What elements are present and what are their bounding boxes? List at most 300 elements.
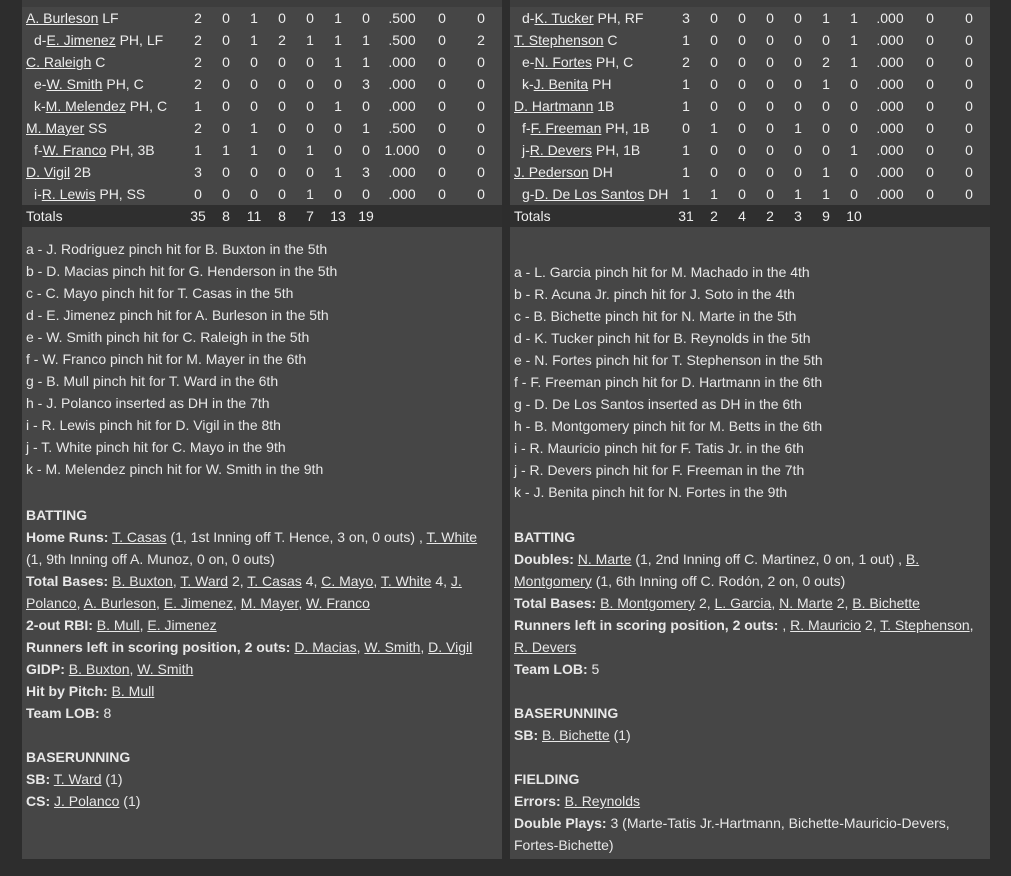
stat-cell: 0 [766, 98, 774, 114]
stat-cell: 0 [822, 120, 830, 136]
note-item: d - E. Jimenez pinch hit for A. Burleson in the 5th [26, 307, 329, 323]
stat-cell: 2 [194, 120, 202, 136]
player-position: C [95, 54, 106, 70]
stat-cell: 1 [306, 32, 314, 48]
player-position: PH, LF [119, 32, 164, 48]
player-position: SS [88, 120, 107, 136]
stat-cell: 0 [278, 142, 286, 158]
stat-cell: 0 [766, 54, 774, 70]
player-position: 1B [597, 98, 615, 114]
stat-cell: 0 [306, 164, 314, 180]
totals-cell: 2 [700, 205, 728, 227]
stat-cell: 3 [362, 76, 370, 92]
note-item: j - R. Devers pinch hit for F. Freeman in the 7th [514, 462, 805, 478]
player-cell [22, 161, 184, 183]
player-position: PH [592, 76, 612, 92]
gidp-label: GIDP: [26, 661, 65, 677]
player-link[interactable]: T. Ward [53, 771, 102, 787]
stat-cell: 1 [682, 98, 690, 114]
player-cell [510, 29, 672, 51]
player-link[interactable]: T. Casas [247, 573, 302, 589]
section-title: BATTING [26, 507, 88, 523]
risp-label: Runners left in scoring position, 2 outs: [514, 617, 779, 633]
player-link[interactable]: E. Jimenez [46, 32, 116, 48]
stat-cell: 0 [362, 142, 370, 158]
stat-cell: 0 [278, 120, 286, 136]
stat-cell: .500 [388, 10, 416, 26]
player-cell [510, 183, 672, 205]
table-row [510, 51, 990, 73]
stat-cell: 0 [477, 54, 485, 70]
stat-cell: 3 [682, 10, 690, 26]
player-position: PH, 1B [595, 142, 641, 158]
stat-cell: 0 [926, 142, 934, 158]
player-link[interactable]: R. Devers [514, 639, 577, 655]
stat-cell: 0 [278, 164, 286, 180]
player-link[interactable]: T. Stephenson [514, 32, 604, 48]
stat-cell: 1 [710, 186, 718, 202]
stat-cell: 0 [222, 164, 230, 180]
stat-cell: 0 [362, 98, 370, 114]
stat-cell: 0 [738, 120, 746, 136]
player-link[interactable]: D. Macias [294, 639, 357, 655]
player-cell [22, 117, 184, 139]
stat-cell: 2 [477, 32, 485, 48]
stat-cell: 0 [362, 186, 370, 202]
stat-cell: 2 [194, 76, 202, 92]
stat-cell: 0 [278, 186, 286, 202]
sub-prefix: d- [34, 32, 47, 48]
player-link[interactable]: B. Buxton [112, 573, 173, 589]
player-cell [22, 29, 184, 51]
player-link[interactable]: B. Bichette [542, 727, 610, 743]
double-detail: (1, 6th Inning off C. Rodón, 2 on, 0 outs) [595, 573, 846, 589]
stat-cell: 0 [850, 120, 858, 136]
stat-cell: 0 [682, 120, 690, 136]
stat-cell: 0 [794, 98, 802, 114]
stat-cell: 0 [794, 32, 802, 48]
stat-cell: 0 [926, 186, 934, 202]
player-link[interactable]: T. Ward [180, 573, 229, 589]
total-bases-line: Total Bases: B. Buxton, T. Ward 2, T. Casas 4, C. Mayo, T. White 4, J. Polanco, A. Burleson, E. Jimenez, M. Mayer, W. Franco [26, 573, 462, 611]
totals-row [510, 205, 990, 227]
errors-line [514, 790, 982, 812]
stat-cell: 0 [710, 164, 718, 180]
total-bases-line: Total Bases: B. Montgomery 2, L. Garcia, N. Marte 2, B. Bichette [514, 595, 920, 611]
player-cell [510, 161, 672, 183]
batting-table [510, 7, 990, 227]
stat-cell: 1 [250, 32, 258, 48]
stat-cell: 0 [766, 32, 774, 48]
totals-cell: 8 [268, 205, 296, 227]
stat-cell: 0 [250, 54, 258, 70]
count: (1) [613, 727, 631, 743]
stat-cell: 0 [965, 164, 973, 180]
sb-line [26, 768, 494, 790]
note-item: g - D. De Los Santos inserted as DH in the 6th [514, 396, 802, 412]
stat-cell: 0 [438, 120, 446, 136]
totals-row [22, 205, 502, 227]
stat-cell: .000 [388, 54, 416, 70]
stat-cell: .500 [388, 120, 416, 136]
sub-prefix: k- [34, 98, 46, 114]
note-item: e - W. Smith pinch hit for C. Raleigh in the 5th [26, 329, 310, 345]
stat-cell: 3 [194, 164, 202, 180]
stat-cell: 0 [334, 76, 342, 92]
stat-cell: .000 [388, 164, 416, 180]
player-link[interactable]: M. Mayer [240, 595, 299, 611]
count: 2 [231, 573, 240, 589]
double-plays-value: 3 (Marte-Tatis Jr.-Hartmann, Bichette-Mauricio-Devers, Fortes-Bichette) [514, 815, 950, 853]
stat-cell: 1.000 [384, 142, 420, 158]
stat-cell: 0 [850, 98, 858, 114]
player-link[interactable]: J. Benita [533, 76, 589, 92]
stat-cell: 0 [222, 76, 230, 92]
stat-cell: 0 [250, 164, 258, 180]
player-position: PH, C [106, 76, 144, 92]
player-link[interactable]: B. Mull [96, 617, 140, 633]
sub-prefix: k- [522, 76, 534, 92]
stat-cell: .000 [876, 186, 904, 202]
player-link[interactable]: M. Melendez [45, 98, 126, 114]
stat-cell: 0 [965, 54, 973, 70]
stat-cell: 1 [334, 54, 342, 70]
stat-cell: 0 [438, 186, 446, 202]
player-link[interactable]: J. Pederson [514, 164, 589, 180]
totals-cell [424, 205, 460, 227]
stat-cell: 1 [822, 76, 830, 92]
player-link[interactable]: R. Mauricio [790, 617, 861, 633]
table-row [510, 73, 990, 95]
stat-cell: 0 [438, 54, 446, 70]
stat-cell: 0 [926, 120, 934, 136]
two-out-rbi-label: 2-out RBI: [26, 617, 93, 633]
player-link[interactable]: N. Fortes [534, 54, 593, 70]
batting-section [514, 526, 982, 856]
team-lob-line [26, 702, 494, 724]
player-link[interactable]: B. Bichette [852, 595, 920, 611]
stat-cell: 0 [738, 142, 746, 158]
table-row [22, 29, 502, 51]
totals-cell: 35 [184, 205, 212, 227]
stat-cell: 0 [477, 76, 485, 92]
stat-cell: 0 [850, 76, 858, 92]
stat-cell: 0 [794, 76, 802, 92]
stat-cell: 1 [794, 120, 802, 136]
player-cell [510, 7, 672, 29]
stat-cell: 1 [250, 120, 258, 136]
player-cell [510, 117, 672, 139]
stat-cell: 0 [477, 120, 485, 136]
note-item: e - N. Fortes pinch hit for T. Stephenson in the 5th [514, 352, 823, 368]
table-row [22, 183, 502, 205]
stat-cell: 0 [965, 32, 973, 48]
stat-cell: 0 [194, 186, 202, 202]
home-runs-label: Home Runs: [26, 529, 109, 545]
stat-cell: 1 [222, 142, 230, 158]
player-link[interactable]: A. Burleson [26, 10, 99, 26]
section-title: BATTING [514, 529, 576, 545]
sub-prefix: e- [34, 76, 47, 92]
stat-cell: 1 [682, 164, 690, 180]
stat-cell: .000 [388, 98, 416, 114]
totals-label: Totals [510, 205, 672, 227]
totals-cell [868, 205, 912, 227]
hbp-line [26, 680, 494, 702]
stat-cell: 0 [278, 10, 286, 26]
table-row [22, 73, 502, 95]
player-cell [510, 139, 672, 161]
stat-cell: 0 [362, 10, 370, 26]
stat-cell: 0 [850, 164, 858, 180]
player-link[interactable]: T. White [426, 529, 478, 545]
stat-cell: 1 [682, 142, 690, 158]
substitution-notes [514, 261, 984, 503]
player-link[interactable]: B. Reynolds [564, 793, 641, 809]
player-link[interactable]: D. Vigil [428, 639, 473, 655]
stat-cell: 0 [306, 54, 314, 70]
player-link[interactable]: L. Garcia [714, 595, 772, 611]
stat-cell: 0 [306, 10, 314, 26]
player-link[interactable]: T. Stephenson [880, 617, 970, 633]
errors-label: Errors: [514, 793, 561, 809]
stat-cell: 0 [477, 142, 485, 158]
stat-cell: 1 [362, 32, 370, 48]
stat-cell: 2 [194, 10, 202, 26]
sub-prefix: j- [522, 142, 530, 158]
stat-cell: 0 [222, 32, 230, 48]
batting-table [22, 7, 502, 227]
player-link[interactable]: W. Smith [364, 639, 421, 655]
stat-cell: .000 [876, 32, 904, 48]
player-link[interactable]: W. Franco [306, 595, 370, 611]
player-link[interactable]: R. Lewis [41, 186, 96, 202]
stat-cell: 1 [822, 10, 830, 26]
stat-cell: 0 [477, 98, 485, 114]
sub-prefix: f- [522, 120, 531, 136]
risp-line: Runners left in scoring position, 2 outs: D. Macias, W. Smith, D. Vigil [26, 639, 473, 655]
note-item: h - J. Polanco inserted as DH in the 7th [26, 395, 270, 411]
two-out-rbi-line: 2-out RBI: B. Mull, E. Jimenez [26, 617, 217, 633]
stat-cell: 1 [850, 54, 858, 70]
stat-cell: 2 [194, 54, 202, 70]
player-link[interactable]: N. Marte [779, 595, 833, 611]
stat-cell: 0 [222, 120, 230, 136]
risp-line: Runners left in scoring position, 2 outs: , R. Mauricio 2, T. Stephenson, R. Devers [514, 617, 974, 655]
note-item: i - R. Mauricio pinch hit for F. Tatis Jr. in the 6th [514, 440, 804, 456]
player-cell [510, 95, 672, 117]
table-row [510, 161, 990, 183]
player-cell [22, 139, 184, 161]
player-link[interactable]: M. Mayer [26, 120, 85, 136]
player-link[interactable]: A. Burleson [83, 595, 156, 611]
note-item: f - F. Freeman pinch hit for D. Hartmann in the 6th [514, 374, 823, 390]
player-link[interactable]: E. Jimenez [147, 617, 217, 633]
note-item: a - L. Garcia pinch hit for M. Machado in the 4th [514, 264, 810, 280]
sb-line [514, 724, 982, 746]
gidp-line: GIDP: B. Buxton, W. Smith [26, 661, 194, 677]
stat-cell: .000 [876, 120, 904, 136]
stat-cell: 0 [738, 164, 746, 180]
player-link[interactable]: W. Franco [42, 142, 107, 158]
stat-cell: 0 [738, 10, 746, 26]
totals-cell: 10 [840, 205, 868, 227]
stat-cell: 0 [222, 186, 230, 202]
stat-cell: 0 [477, 10, 485, 26]
stat-cell: 0 [738, 54, 746, 70]
player-link[interactable]: D. Hartmann [514, 98, 594, 114]
player-link[interactable]: J. Polanco [26, 573, 462, 611]
stat-cell: 0 [766, 142, 774, 158]
player-link[interactable]: C. Mayo [321, 573, 374, 589]
player-link[interactable]: N. Marte [577, 551, 632, 567]
batting-section [26, 504, 494, 812]
stat-cell: 1 [362, 120, 370, 136]
team-lob-value: 5 [591, 661, 600, 677]
player-link[interactable]: T. Casas [112, 529, 167, 545]
stat-cell: 0 [766, 120, 774, 136]
player-cell [22, 183, 184, 205]
player-position: PH, 1B [605, 120, 650, 136]
note-item: b - D. Macias pinch hit for G. Henderson in the 5th [26, 263, 338, 279]
stat-cell: 2 [278, 32, 286, 48]
totals-cell: 31 [672, 205, 700, 227]
stat-cell: 0 [710, 98, 718, 114]
note-item: g - B. Mull pinch hit for T. Ward in the 6th [26, 373, 279, 389]
double-detail: (1, 2nd Inning off C. Martinez, 0 on, 1 out) , [635, 551, 903, 567]
stat-cell: 1 [250, 10, 258, 26]
stat-cell: 1 [822, 186, 830, 202]
player-link[interactable]: B. Buxton [68, 661, 130, 677]
stat-cell: 1 [334, 164, 342, 180]
player-link[interactable]: F. Freeman [530, 120, 602, 136]
totals-cell: 11 [240, 205, 268, 227]
player-link[interactable]: T. White [380, 573, 432, 589]
player-position: PH, RF [597, 10, 644, 26]
stat-cell: 1 [306, 142, 314, 158]
note-item: b - R. Acuna Jr. pinch hit for J. Soto in the 4th [514, 286, 795, 302]
stat-cell: .000 [876, 98, 904, 114]
team-lob-line [514, 658, 982, 680]
player-cell [22, 73, 184, 95]
doubles-line [514, 548, 982, 592]
count: (1) [105, 771, 123, 787]
player-link[interactable]: E. Jimenez [163, 595, 234, 611]
stat-cell: 0 [222, 54, 230, 70]
stat-cell: 0 [278, 54, 286, 70]
stat-cell: 0 [926, 32, 934, 48]
stat-cell: 0 [926, 76, 934, 92]
doubles-label: Doubles: [514, 551, 574, 567]
player-link[interactable]: B. Montgomery [600, 595, 696, 611]
stat-cell: 0 [794, 142, 802, 158]
sub-prefix: f- [34, 142, 43, 158]
stat-cell: 0 [738, 76, 746, 92]
totals-cell: 8 [212, 205, 240, 227]
table-top-strip [22, 0, 502, 7]
stat-cell: 0 [766, 186, 774, 202]
total-bases-label: Total Bases: [26, 573, 109, 589]
player-position: DH [648, 186, 669, 202]
stat-cell: 1 [682, 32, 690, 48]
note-item: h - B. Montgomery pinch hit for M. Betts in the 6th [514, 418, 823, 434]
note-item: c - C. Mayo pinch hit for T. Casas in the 5th [26, 285, 294, 301]
player-link[interactable]: W. Smith [137, 661, 194, 677]
note-item: d - K. Tucker pinch hit for B. Reynolds in the 5th [514, 330, 811, 346]
stat-cell: 1 [250, 142, 258, 158]
player-position: 2B [73, 164, 92, 180]
totals-cell [948, 205, 990, 227]
section-title: FIELDING [514, 771, 580, 787]
total-bases-label: Total Bases: [514, 595, 597, 611]
stat-cell: 0 [850, 186, 858, 202]
player-link[interactable]: B. Mull [111, 683, 155, 699]
stat-cell: 2 [194, 32, 202, 48]
player-link[interactable]: R. Devers [529, 142, 593, 158]
table-row [510, 117, 990, 139]
cs-label: CS: [26, 793, 51, 809]
stat-cell: 0 [710, 54, 718, 70]
stat-cell: .000 [876, 164, 904, 180]
hbp-label: Hit by Pitch: [26, 683, 108, 699]
stat-cell: 0 [438, 98, 446, 114]
player-cell [510, 51, 672, 73]
stat-cell: 0 [334, 120, 342, 136]
player-link[interactable]: J. Polanco [54, 793, 120, 809]
stat-cell: 2 [682, 54, 690, 70]
stat-cell: 3 [362, 164, 370, 180]
stat-cell: 1 [682, 186, 690, 202]
home-run-detail: (1, 9th Inning off A. Munoz, 0 on, 0 outs) [26, 551, 275, 567]
totals-label: Totals [22, 205, 184, 227]
totals-cell: 4 [728, 205, 756, 227]
totals-cell: 19 [352, 205, 380, 227]
player-cell [22, 51, 184, 73]
count: (1) [123, 793, 141, 809]
stat-cell: 0 [926, 98, 934, 114]
stat-cell: 0 [965, 10, 973, 26]
stat-cell: 0 [278, 76, 286, 92]
table-row [22, 117, 502, 139]
stat-cell: 0 [250, 76, 258, 92]
player-link[interactable]: B. Montgomery [514, 551, 920, 589]
sb-label: SB: [514, 727, 539, 743]
stat-cell: 0 [438, 142, 446, 158]
double-plays-label: Double Plays: [514, 815, 607, 831]
section-title: BASERUNNING [26, 749, 131, 765]
totals-cell: 9 [812, 205, 840, 227]
home-team-boxscore [22, 0, 502, 859]
player-link[interactable]: D. Vigil [26, 164, 71, 180]
totals-cell [912, 205, 948, 227]
table-row [510, 29, 990, 51]
stat-cell: 0 [250, 186, 258, 202]
totals-cell: 3 [784, 205, 812, 227]
stat-cell: 1 [194, 98, 202, 114]
player-link[interactable]: D. De Los Santos [534, 186, 645, 202]
team-lob-label: Team LOB: [26, 705, 100, 721]
player-link[interactable]: C. Raleigh [26, 54, 92, 70]
stat-cell: 0 [438, 32, 446, 48]
stat-cell: 1 [306, 186, 314, 202]
player-link[interactable]: K. Tucker [534, 10, 594, 26]
stat-cell: 0 [710, 142, 718, 158]
stat-cell: 0 [794, 54, 802, 70]
stat-cell: .000 [876, 54, 904, 70]
player-link[interactable]: W. Smith [46, 76, 103, 92]
player-cell [22, 95, 184, 117]
stat-cell: 0 [278, 98, 286, 114]
